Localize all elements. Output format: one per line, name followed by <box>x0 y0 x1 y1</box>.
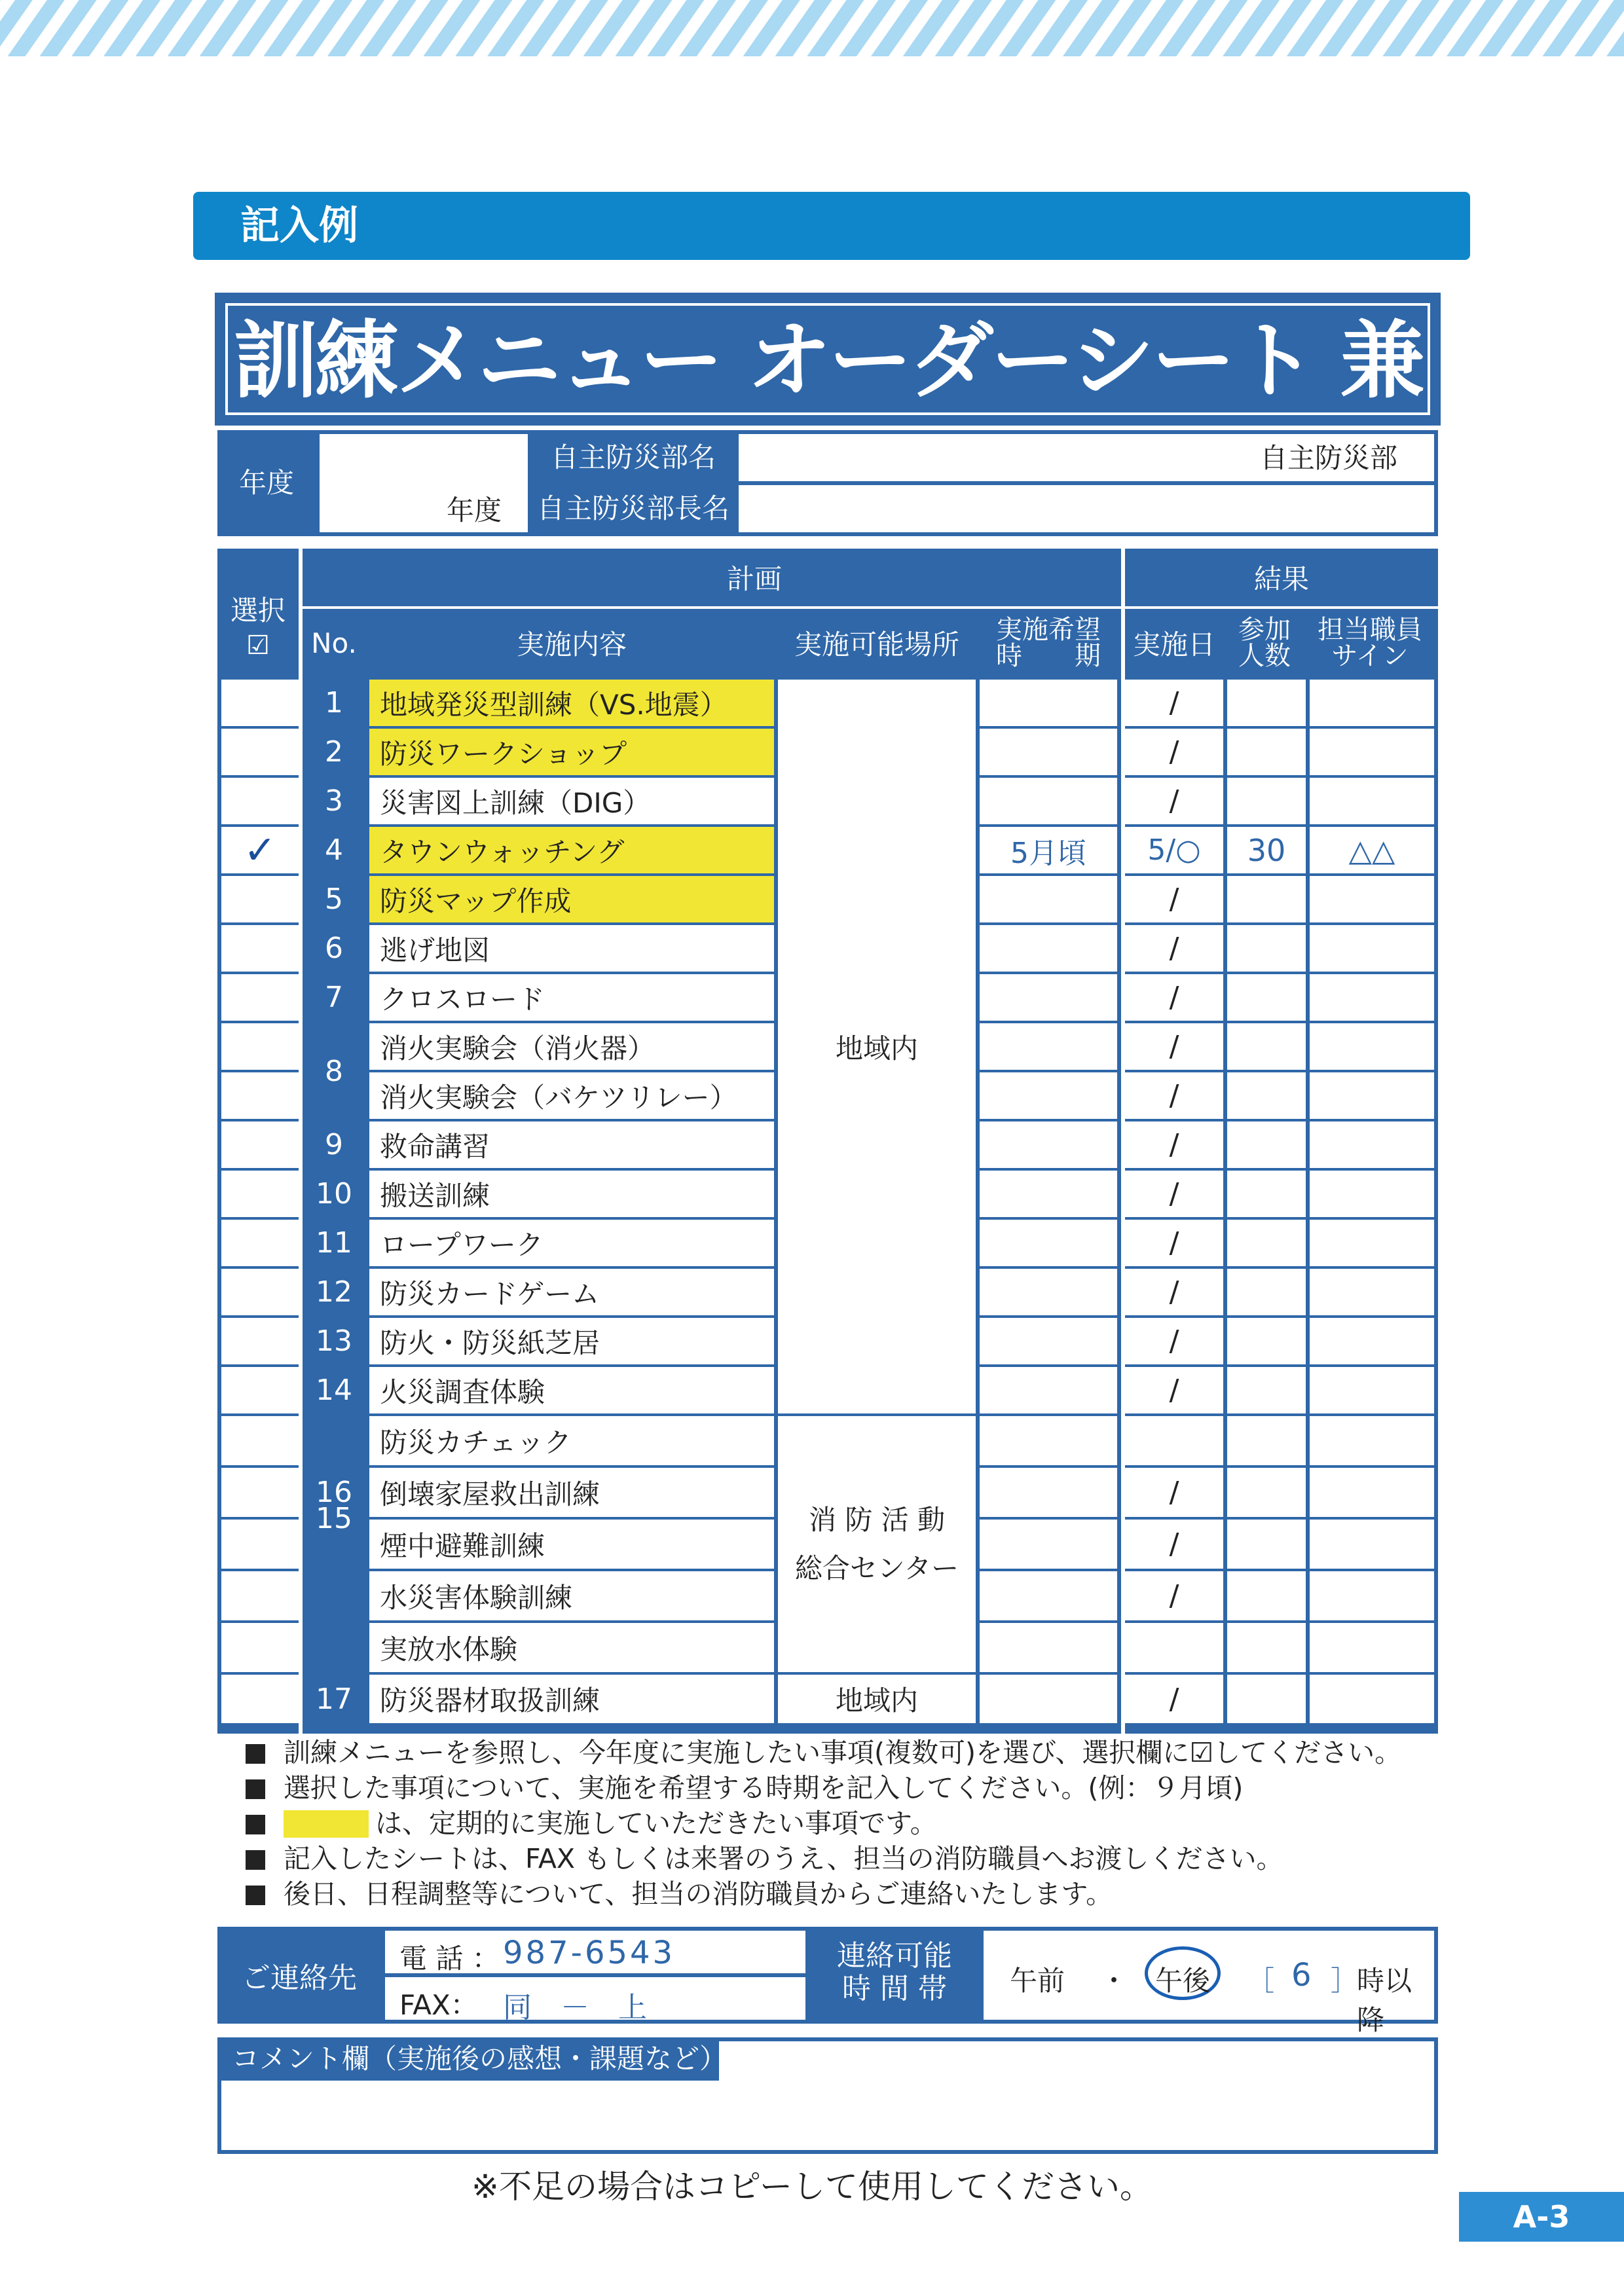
select-cell[interactable] <box>221 876 299 922</box>
period-cell[interactable]: 5月頃 <box>980 827 1117 873</box>
period-cell[interactable] <box>980 1318 1117 1364</box>
sign-cell[interactable] <box>1310 1023 1434 1070</box>
date-cell[interactable]: / <box>1125 1023 1223 1070</box>
col-period-header: 実施希望 時 期 <box>996 615 1101 671</box>
example-label: 記入例 <box>240 203 358 249</box>
sign-cell[interactable] <box>1310 1269 1434 1315</box>
row-number: 17 <box>316 1682 352 1716</box>
period-cell[interactable] <box>980 729 1117 775</box>
tel-value: 987-6543 <box>503 1935 676 1971</box>
training-item: 災害図上訓練（DIG） <box>369 778 774 824</box>
period-cell[interactable] <box>980 1072 1117 1119</box>
people-cell[interactable] <box>1227 1023 1306 1070</box>
comment-box[interactable] <box>217 2037 1438 2154</box>
tel-field[interactable] <box>385 1931 805 1973</box>
dot-separator: ・ <box>1100 1965 1128 1997</box>
sign-cell[interactable] <box>1310 1571 1434 1620</box>
row-number: 13 <box>316 1324 352 1358</box>
sign-cell[interactable] <box>1310 1416 1434 1465</box>
fax-field[interactable] <box>385 1977 805 2024</box>
sign-cell[interactable] <box>1310 1220 1434 1266</box>
note-3: は、定期的に実施していただきたい事項です。 <box>375 1808 937 1839</box>
date-cell[interactable]: / <box>1125 876 1223 922</box>
fax-label: FAX： <box>399 1989 478 2021</box>
bullet-square-icon <box>246 1744 265 1764</box>
people-cell[interactable] <box>1227 1468 1306 1517</box>
place-cell: 地域内 <box>778 680 976 1413</box>
row-number: 3 <box>325 784 343 818</box>
date-cell[interactable]: / <box>1125 729 1223 775</box>
hour-value: 6 <box>1291 1957 1312 1994</box>
sign-cell[interactable] <box>1310 680 1434 726</box>
row-number: 14 <box>316 1374 352 1407</box>
people-cell[interactable] <box>1227 1171 1306 1217</box>
place-center-line1: 消 防 活 動 <box>808 1503 946 1536</box>
select-cell[interactable] <box>221 680 299 726</box>
people-cell[interactable] <box>1227 729 1306 775</box>
period-cell[interactable] <box>980 1171 1117 1217</box>
select-header: 選択 <box>230 594 286 627</box>
people-cell[interactable] <box>1227 1318 1306 1364</box>
place-center-line2: 総合センター <box>794 1552 959 1584</box>
title-bar <box>217 295 1438 423</box>
select-cell[interactable] <box>221 1121 299 1168</box>
training-item: タウンウォッチング <box>369 827 774 873</box>
training-item: 消火実験会（バケツリレー） <box>369 1072 774 1119</box>
place-cell <box>778 1416 976 1672</box>
period-cell[interactable] <box>980 974 1117 1021</box>
year-field[interactable] <box>320 434 528 532</box>
select-cell[interactable] <box>221 1171 299 1217</box>
date-cell[interactable]: / <box>1125 778 1223 824</box>
training-item: クロスロード <box>369 974 774 1021</box>
select-cell[interactable] <box>221 1318 299 1364</box>
select-cell[interactable] <box>221 1367 299 1413</box>
date-cell[interactable] <box>1125 1623 1223 1672</box>
bracket-close: ］ <box>1331 1965 1359 1997</box>
training-item: 救命講習 <box>369 1121 774 1168</box>
date-cell[interactable]: / <box>1125 1571 1223 1620</box>
bullet-square-icon <box>246 1779 265 1799</box>
org-name-value: 自主防災部 <box>1259 442 1397 474</box>
sign-cell[interactable] <box>1310 974 1434 1021</box>
select-cell[interactable] <box>221 1023 299 1070</box>
training-item: 防災器材取扱訓練 <box>369 1675 774 1723</box>
period-cell[interactable] <box>980 1416 1117 1465</box>
row-number: 6 <box>325 932 343 965</box>
col-sign-header: 担当職員 サイン <box>1318 615 1422 671</box>
time-label-line1: 連絡可能 <box>837 1939 952 1973</box>
after-label: 時以降 <box>1357 1965 1412 2036</box>
org-name-field[interactable] <box>739 434 1434 481</box>
note-1: 訓練メニューを参照し、今年度に実施したい事項(複数可)を選び、選択欄に☑してください。 <box>284 1737 1402 1768</box>
leader-field[interactable] <box>739 485 1434 532</box>
date-cell[interactable]: / <box>1125 1468 1223 1517</box>
sign-cell[interactable] <box>1310 1520 1434 1569</box>
people-cell[interactable] <box>1227 680 1306 726</box>
am-option[interactable]: 午前 <box>1010 1965 1065 1997</box>
note-item <box>246 1806 1490 1841</box>
place-cell: 地域内 <box>778 1675 976 1723</box>
fax-value: 同 － 上 <box>503 1991 647 2024</box>
contact-label: ご連絡先 <box>242 1961 357 1995</box>
select-cell[interactable]: ✓ <box>221 827 299 873</box>
sign-cell[interactable] <box>1310 925 1434 972</box>
people-cell[interactable] <box>1227 1623 1306 1672</box>
note-item <box>246 1735 1490 1770</box>
people-cell[interactable] <box>1227 1220 1306 1266</box>
people-cell[interactable] <box>1227 1675 1306 1723</box>
date-cell[interactable]: / <box>1125 1367 1223 1413</box>
training-item: 防災マップ作成 <box>369 876 774 922</box>
training-item: 搬送訓練 <box>369 1171 774 1217</box>
time-field[interactable] <box>984 1931 1434 2036</box>
header-divider <box>303 606 1125 609</box>
date-cell[interactable]: / <box>1125 1072 1223 1119</box>
select-cell[interactable] <box>221 1072 299 1119</box>
page-title: 訓練メニュー オーダーシート 兼 <box>225 303 1430 415</box>
time-label-line2: 時 間 帯 <box>842 1972 947 2005</box>
result-header: 結果 <box>1253 563 1309 595</box>
select-cell[interactable] <box>221 1520 299 1569</box>
comment-label: コメント欄（実施後の感想・課題など） <box>217 2037 719 2081</box>
date-cell[interactable]: / <box>1125 1171 1223 1217</box>
training-item: 防災カチェック <box>369 1416 774 1465</box>
people-cell[interactable] <box>1227 778 1306 824</box>
row-number: 2 <box>325 735 343 769</box>
select-cell[interactable] <box>221 1468 299 1517</box>
col-content-header: 実施内容 <box>516 629 627 661</box>
header-box <box>217 430 1438 536</box>
note-5: 後日、日程調整等について、担当の消防職員からご連絡いたします。 <box>284 1878 1113 1910</box>
period-cell[interactable] <box>980 1269 1117 1315</box>
sign-cell[interactable]: △△ <box>1310 827 1434 873</box>
people-cell[interactable] <box>1227 925 1306 972</box>
row-number: 16 <box>316 1476 352 1509</box>
col-date-header: 実施日 <box>1132 629 1215 661</box>
period-cell[interactable] <box>980 1121 1117 1168</box>
sign-cell[interactable] <box>1310 1367 1434 1413</box>
note-4: 記入したシートは、FAX もしくは来署のうえ、担当の消防職員へお渡しください。 <box>284 1843 1283 1874</box>
sign-cell[interactable] <box>1310 1072 1434 1119</box>
date-cell[interactable]: / <box>1125 680 1223 726</box>
training-item: 地域発災型訓練（VS.地震） <box>369 680 774 726</box>
row-number: 7 <box>325 981 343 1014</box>
training-item: 火災調査体験 <box>369 1367 774 1413</box>
people-cell[interactable] <box>1227 1121 1306 1168</box>
contact-box <box>217 1927 1438 2036</box>
sign-cell[interactable] <box>1310 1623 1434 1672</box>
row-number: 11 <box>316 1226 352 1260</box>
note-2: 選択した事項について、実施を希望する時期を記入してください。(例：９月頃) <box>284 1772 1244 1804</box>
footer-note: ※不足の場合はコピーして使用してください。 <box>471 2168 1153 2206</box>
training-item: 逃げ地図 <box>369 925 774 972</box>
date-cell[interactable]: / <box>1125 925 1223 972</box>
notes <box>246 1735 1490 1912</box>
row-number: 1 <box>325 686 343 720</box>
select-cell[interactable] <box>221 1416 299 1465</box>
note-item <box>246 1770 1490 1806</box>
period-cell[interactable] <box>980 1023 1117 1070</box>
date-cell[interactable]: / <box>1125 1318 1223 1364</box>
period-cell[interactable] <box>980 876 1117 922</box>
plan-header: 計画 <box>726 563 782 595</box>
select-cell[interactable] <box>221 1269 299 1315</box>
row-number: 9 <box>325 1128 343 1161</box>
select-cell[interactable] <box>221 778 299 824</box>
select-checkbox-icon: ☑ <box>246 630 270 661</box>
note-item <box>246 1876 1490 1912</box>
note-item <box>246 1841 1490 1876</box>
bullet-square-icon <box>246 1886 265 1905</box>
people-cell[interactable] <box>1227 1520 1306 1569</box>
date-cell[interactable]: / <box>1125 974 1223 1021</box>
bullet-square-icon <box>246 1815 265 1834</box>
date-cell[interactable]: / <box>1125 1121 1223 1168</box>
sign-cell[interactable] <box>1310 1121 1434 1168</box>
period-cell[interactable] <box>980 778 1117 824</box>
highlight-swatch <box>284 1810 369 1838</box>
bullet-square-icon <box>246 1850 265 1870</box>
people-cell[interactable] <box>1227 1367 1306 1413</box>
period-cell[interactable] <box>980 1623 1117 1672</box>
decorative-stripes <box>0 0 1624 56</box>
period-cell[interactable] <box>980 1571 1117 1620</box>
people-cell[interactable] <box>1227 876 1306 922</box>
sign-cell[interactable] <box>1310 1675 1434 1723</box>
col-people-header: 参加 人数 <box>1238 615 1291 671</box>
year-suffix: 年度 <box>446 494 502 526</box>
header-divider <box>1125 606 1438 609</box>
people-cell[interactable] <box>1227 1416 1306 1465</box>
col-place-header: 実施可能場所 <box>794 629 959 661</box>
row-number: 4 <box>325 833 343 867</box>
training-item: 消火実験会（消火器） <box>369 1023 774 1070</box>
leader-label: 自主防災部長名 <box>536 492 729 524</box>
org-name-label: 自主防災部名 <box>550 441 716 473</box>
period-cell[interactable] <box>980 925 1117 972</box>
row-number: 15 <box>316 1501 352 1535</box>
year-label: 年度 <box>238 467 294 499</box>
period-cell[interactable] <box>980 1367 1117 1413</box>
select-cell[interactable] <box>221 925 299 972</box>
people-cell[interactable] <box>1227 1072 1306 1119</box>
date-cell[interactable]: / <box>1125 1675 1223 1723</box>
period-cell[interactable] <box>980 1675 1117 1723</box>
training-item: 防災カードゲーム <box>369 1269 774 1315</box>
training-item: 実放水体験 <box>369 1623 774 1672</box>
sign-cell[interactable] <box>1310 729 1434 775</box>
training-item: 煙中避難訓練 <box>369 1520 774 1569</box>
select-cell[interactable] <box>221 1623 299 1672</box>
sign-cell[interactable] <box>1310 1468 1434 1517</box>
select-cell[interactable] <box>221 1220 299 1266</box>
period-cell[interactable] <box>980 680 1117 726</box>
sign-cell[interactable] <box>1310 876 1434 922</box>
select-cell[interactable] <box>221 974 299 1021</box>
period-cell[interactable] <box>980 1220 1117 1266</box>
date-cell[interactable]: / <box>1125 1220 1223 1266</box>
people-cell[interactable] <box>1227 1269 1306 1315</box>
people-cell[interactable] <box>1227 974 1306 1021</box>
training-item: 防火・防災紙芝居 <box>369 1318 774 1364</box>
training-item: 防災ワークショップ <box>369 729 774 775</box>
training-item: ロープワーク <box>369 1220 774 1266</box>
col-no-header: No. <box>311 627 357 659</box>
people-cell[interactable]: 30 <box>1227 827 1306 873</box>
sign-cell[interactable] <box>1310 1318 1434 1364</box>
time-label <box>809 1940 980 2005</box>
bracket-open: ［ <box>1247 1965 1275 1997</box>
tel-label: 電 話 ： <box>399 1942 500 1975</box>
example-banner <box>193 192 1470 260</box>
select-cell[interactable] <box>221 1571 299 1620</box>
row-number: 8 <box>325 1054 343 1088</box>
date-cell[interactable]: / <box>1125 1269 1223 1315</box>
row-number: 5 <box>325 883 343 916</box>
sign-cell[interactable] <box>1310 1171 1434 1217</box>
date-cell[interactable]: 5/○ <box>1125 827 1223 873</box>
period-cell[interactable] <box>980 1520 1117 1569</box>
training-item: 倒壊家屋救出訓練 <box>369 1468 774 1517</box>
pm-option[interactable]: 午後 <box>1155 1965 1211 1997</box>
sign-cell[interactable] <box>1310 778 1434 824</box>
training-item: 水災害体験訓練 <box>369 1571 774 1620</box>
page-tag: A-3 <box>1459 2192 1624 2242</box>
row-number: 12 <box>316 1275 352 1309</box>
select-cell[interactable] <box>221 1675 299 1723</box>
period-cell[interactable] <box>980 1468 1117 1517</box>
date-cell[interactable]: / <box>1125 1520 1223 1569</box>
row-number: 10 <box>316 1177 352 1211</box>
training-table <box>217 549 1438 1734</box>
people-cell[interactable] <box>1227 1571 1306 1620</box>
select-cell[interactable] <box>221 729 299 775</box>
date-cell[interactable] <box>1125 1416 1223 1465</box>
